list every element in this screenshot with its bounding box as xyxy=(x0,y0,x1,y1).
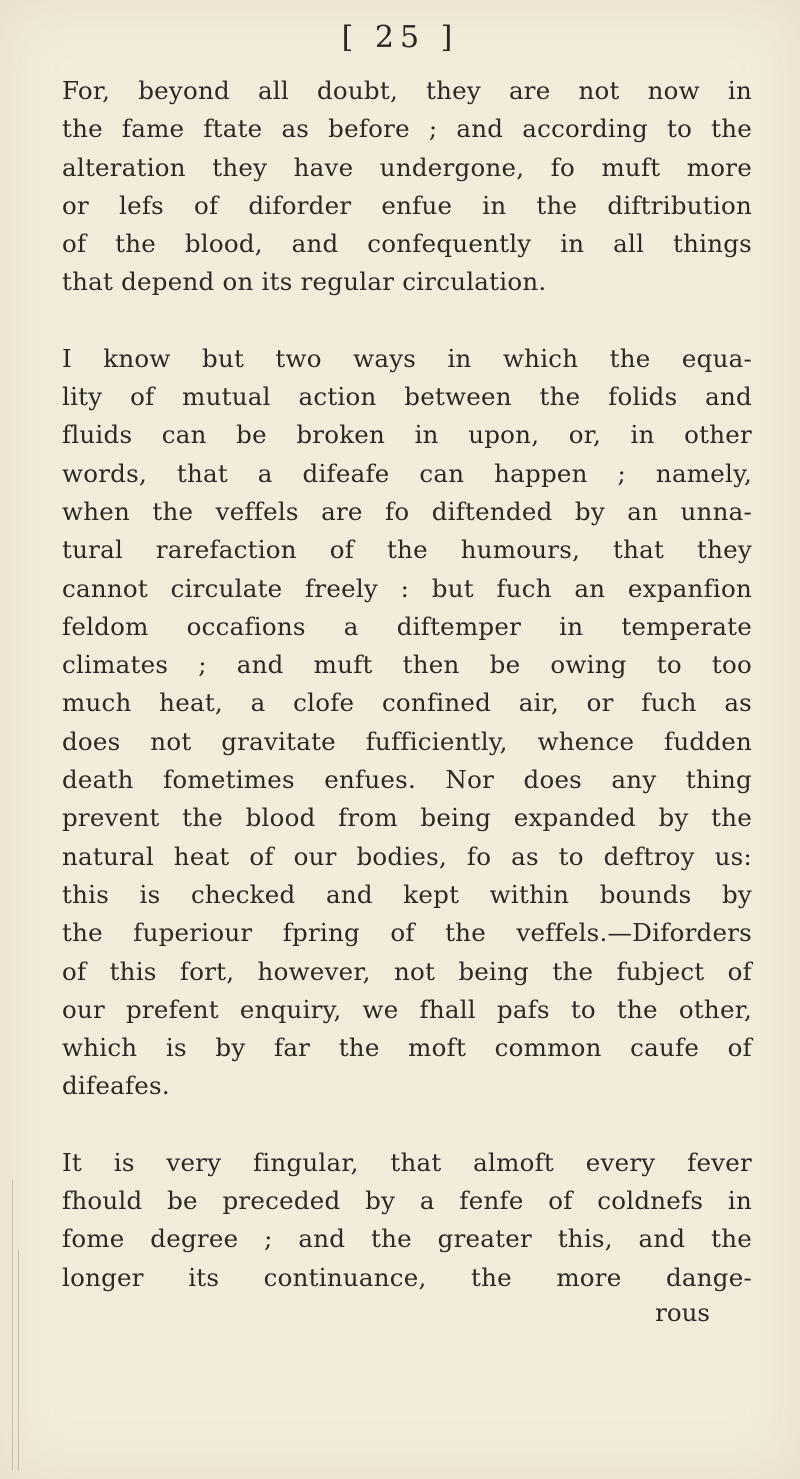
text-line: when the veffels are fo diftended by an unna- xyxy=(62,496,752,526)
text-line: difeafes. xyxy=(62,1071,170,1101)
text-line: feldom occafions a diftemper in temperate xyxy=(62,611,752,641)
text-line: For, beyond all doubt, they are not now in xyxy=(62,76,752,105)
text-line: that depend on its regular circulation. xyxy=(62,267,547,297)
paragraph-gap xyxy=(62,1106,752,1144)
text-line: the fame ftate as before ; and according to the xyxy=(62,114,752,144)
text-line: climates ; and muft then be owing to too xyxy=(62,650,752,680)
text-line: longer its continuance, the more dange- xyxy=(62,1262,752,1292)
text-line: our prefent enquiry, we fhall pafs to the other, xyxy=(62,994,752,1024)
text-line: prevent the blood from being expanded by the xyxy=(62,803,752,833)
text-line: lity of mutual action between the folids and xyxy=(62,382,752,412)
text-line: this is checked and kept within bounds by xyxy=(62,879,752,909)
text-line: fome degree ; and the greater this, and the xyxy=(62,1224,752,1254)
text-line: death fometimes enfues. Nor does any thing xyxy=(62,765,752,795)
text-line: alteration they have undergone, fo muft more xyxy=(62,152,752,182)
binding-edge-line xyxy=(18,1250,19,1470)
paragraph-gap xyxy=(62,302,752,340)
text-line: words, that a difeafe can happen ; namely, xyxy=(62,458,752,488)
body-text xyxy=(62,72,752,1297)
text-line: It is very fingular, that almoft every fever xyxy=(62,1147,752,1177)
text-line: does not gravitate fufficiently, whence fudden xyxy=(62,726,752,756)
text-line: of this fort, however, not being the fubject of xyxy=(62,956,752,986)
text-line: much heat, a clofe confined air, or fuch as xyxy=(62,688,752,718)
page-number-header: [ 25 ] xyxy=(341,20,459,55)
paragraph xyxy=(62,72,752,302)
catchword: rous xyxy=(655,1298,710,1327)
text-line: the fuperiour fpring of the veffels.—Diforders xyxy=(62,918,752,948)
text-line: natural heat of our bodies, fo as to deftroy us: xyxy=(62,841,752,871)
text-line: which is by far the moft common caufe of xyxy=(62,1033,752,1063)
binding-edge-line xyxy=(12,1180,13,1470)
text-line: fhould be preceded by a fenfe of coldnefs in xyxy=(62,1186,752,1216)
text-line: cannot circulate freely : but fuch an expanfion xyxy=(62,573,752,603)
text-line: of the blood, and confequently in all things xyxy=(62,229,752,259)
text-line: or lefs of diforder enfue in the diftribution xyxy=(62,190,752,220)
text-line: fluids can be broken in upon, or, in other xyxy=(62,420,752,450)
text-line: tural rarefaction of the humours, that they xyxy=(62,535,752,565)
paragraph xyxy=(62,340,752,1106)
text-line: I know but two ways in which the equa- xyxy=(62,343,752,373)
paragraph xyxy=(62,1144,752,1297)
